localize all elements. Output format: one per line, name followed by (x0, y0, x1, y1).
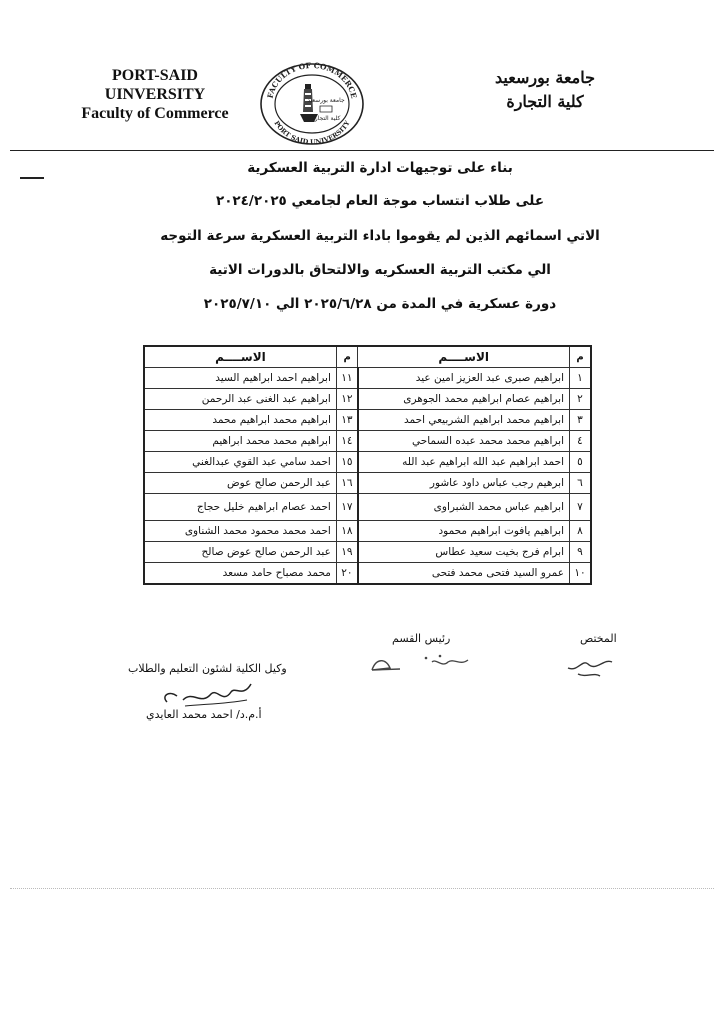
table-row (144, 389, 591, 410)
student-name-cell: ابرهيم رجب عباس داود عاشور (358, 473, 570, 494)
faculty-logo (258, 62, 366, 146)
intro-line-4: الي مكتب التربية العسكريه والالتحاق بالدورات الاتية (209, 262, 551, 278)
dept-head-label: رئيس القسم (392, 632, 451, 645)
specialist-label: المختص (580, 632, 617, 645)
students-table (143, 345, 592, 585)
student-name-cell: ابراهيم محمد ابراهيم الشربيعي احمد (358, 410, 570, 431)
student-name-cell: ابراهيم محمد ابراهيم محمد (144, 410, 336, 431)
row-number-cell: ١١ (336, 368, 358, 389)
table-row (144, 431, 591, 452)
table-row (144, 542, 591, 563)
student-name-cell: احمد محمد محمود محمد الشناوى (144, 521, 336, 542)
row-number-cell: ١٢ (336, 389, 358, 410)
header-en-line1: PORT-SAID (112, 67, 198, 84)
intro-line-3: الاتي اسمائهم الذين لم يقوموا باداء التربية العسكرية سرعة التوجه (160, 228, 600, 244)
table-row (144, 521, 591, 542)
specialist-signature (560, 650, 620, 685)
row-number-cell: ٩ (570, 542, 592, 563)
header-ar-line2: كلية التجارة (506, 92, 584, 111)
logo-inner-text-2: كلية التجارة (311, 115, 341, 122)
table-row (144, 368, 591, 389)
student-name-cell: ابراهيم عباس محمد الشبراوى (358, 494, 570, 521)
logo-inner-text-1: جامعة بورسعيد (307, 97, 345, 104)
intro-line-2: على طلاب انتساب موجة العام لجامعي ٢٠٢٤/٢٠٢٥ (215, 193, 545, 209)
logo-ring-bottom-text: PORT SAID UNIVERSITY (272, 119, 352, 146)
row-number-cell: ٢٠ (336, 563, 358, 585)
name-column-header: الاســــم (144, 346, 336, 368)
student-name-cell: ابراهيم محمد محمد ابراهيم (144, 431, 336, 452)
header-ar-line1: جامعة بورسعيد (495, 68, 595, 87)
row-number-cell: ١٣ (336, 410, 358, 431)
student-name-cell: ابرام فرج بخيت سعيد عطاس (358, 542, 570, 563)
intro-line-5: دورة عسكرية في المدة من ٢٠٢٥/٦/٢٨ الي ٢٠٢٥/٧/١٠ (203, 296, 557, 312)
student-name-cell: محمد مصباح حامد مسعد (144, 563, 336, 585)
student-name-cell: عبد الرحمن صالح عوض (144, 473, 336, 494)
student-name-cell: ابراهيم عبد الغنى عبد الرحمن (144, 389, 336, 410)
row-number-cell: ٦ (570, 473, 592, 494)
vice-dean-label: وكيل الكلية لشئون التعليم والطلاب (128, 662, 287, 675)
logo-ring-top-text: FACULTY OF COMMERCE (265, 62, 359, 100)
table-row (144, 473, 591, 494)
english-header (60, 66, 250, 123)
vice-dean-signature (155, 678, 265, 712)
row-number-cell: ٤ (570, 431, 592, 452)
table-row (144, 563, 591, 585)
student-name-cell: ابراهيم احمد ابراهيم السيد (144, 368, 336, 389)
student-name-cell: ابراهيم محمد محمد عبده السماحي (358, 431, 570, 452)
table-header-row (144, 346, 591, 368)
row-number-cell: ١٤ (336, 431, 358, 452)
student-name-cell: ابراهيم صبرى عبد العزيز امين عيد (358, 368, 570, 389)
table-row (144, 452, 591, 473)
header-divider (10, 150, 714, 151)
row-number-cell: ٢ (570, 389, 592, 410)
row-number-cell: ١٩ (336, 542, 358, 563)
student-name-cell: احمد عصام ابراهيم خليل حجاج (144, 494, 336, 521)
header-en-line2: UINVERSITY (104, 86, 206, 103)
row-number-cell: ١ (570, 368, 592, 389)
row-number-cell: ٣ (570, 410, 592, 431)
num-column-header: م (336, 346, 358, 368)
row-number-cell: ٨ (570, 521, 592, 542)
student-name-cell: عبد الرحمن صالح عوض صالح (144, 542, 336, 563)
student-name-cell: ابراهيم عصام ابراهيم محمد الجوهرى (358, 389, 570, 410)
row-number-cell: ١٠ (570, 563, 592, 585)
row-number-cell: ١٨ (336, 521, 358, 542)
vice-dean-name: أ.م.د/ احمد محمد العايدي (146, 708, 262, 721)
student-name-cell: ابراهيم يافوت ابراهيم محمود (358, 521, 570, 542)
row-number-cell: ٥ (570, 452, 592, 473)
row-number-cell: ٧ (570, 494, 592, 521)
header-en-line3: Faculty of Commerce (81, 105, 229, 122)
table-row (144, 410, 591, 431)
row-number-cell: ١٥ (336, 452, 358, 473)
student-name-cell: عمرو السيد فتحى محمد فتحى (358, 563, 570, 585)
row-number-cell: ١٧ (336, 494, 358, 521)
name-column-header: الاســــم (358, 346, 570, 368)
table-row (144, 494, 591, 521)
arabic-header (470, 66, 620, 114)
row-number-cell: ١٦ (336, 473, 358, 494)
footer-divider (10, 888, 714, 889)
student-name-cell: احمد ابراهيم عبد الله ابراهيم عبد الله (358, 452, 570, 473)
margin-mark (20, 177, 44, 179)
dept-head-signature (362, 648, 482, 678)
student-name-cell: احمد سامي عبد القوي عبدالغني (144, 452, 336, 473)
intro-line-1: بناء على توجيهات ادارة التربية العسكرية (247, 160, 513, 176)
num-column-header: م (570, 346, 592, 368)
